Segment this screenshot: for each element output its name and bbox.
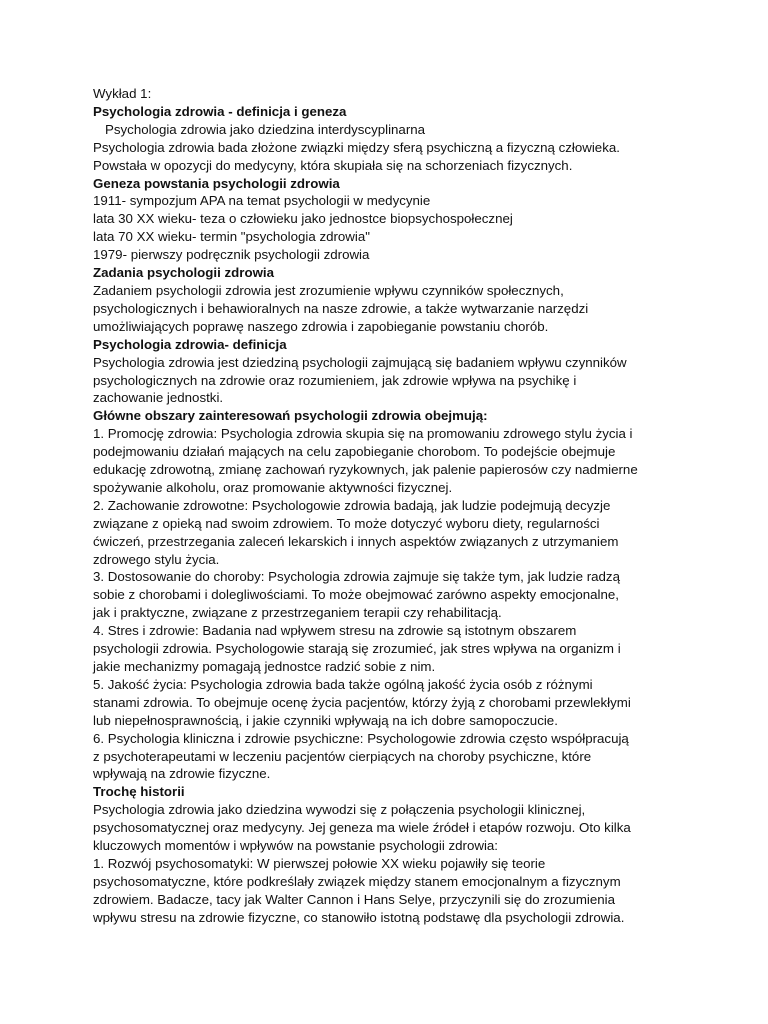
text-line: 5. Jakość życia: Psychologia zdrowia bada także ogólną jakość życia osób z różnymi	[93, 676, 593, 692]
text-line: Psychologia zdrowia jest dziedziną psychologii zajmującą się badaniem wpływu czynników	[93, 354, 627, 370]
section-heading: Trochę historii	[93, 784, 185, 800]
text-line: z psychoterapeutami w leczeniu pacjentów cierpiących na choroby psychiczne, które	[93, 748, 592, 764]
text-line: związane z opieką nad swoim zdrowiem. To może dotyczyć wyboru diety, regularności	[93, 515, 600, 531]
text-line: psychosomatyczne, które podkreślały związek między stanem emocjonalnym a fizycznym	[93, 873, 621, 889]
text-line: stanami zdrowia. To obejmuje ocenę życia pacjentów, którzy żyją z chorobami przewlekłymi	[93, 694, 631, 710]
section-heading: Geneza powstania psychologii zdrowia	[93, 175, 340, 191]
text-line: Psychologia zdrowia jako dziedzina wywodzi się z połączenia psychologii klinicznej,	[93, 802, 586, 818]
text-line: 2. Zachowanie zdrowotne: Psychologowie zdrowia badają, jak ludzie podejmują decyzje	[93, 497, 611, 513]
text-line: wpływu stresu na zdrowie fizyczne, co stanowiło istotną podstawę dla psychologii zdrowia.	[93, 909, 625, 925]
text-line: zachowanie jednostki.	[93, 390, 224, 406]
section-heading: Zadania psychologii zdrowia	[93, 265, 275, 281]
text-line: Psychologia zdrowia bada złożone związki między sferą psychiczną a fizyczną człowieka.	[93, 139, 620, 155]
text-line: umożliwiających poprawę naszego zdrowia i zapobieganie powstaniu chorób.	[93, 318, 549, 334]
section-heading: Główne obszary zainteresowań psychologii zdrowia obejmują:	[93, 408, 488, 424]
text-line: 1. Promocję zdrowia: Psychologia zdrowia skupia się na promowaniu zdrowego stylu życia i	[93, 426, 633, 442]
text-line: jakie mechanizmy pomagają jednostce radzić sobie z nim.	[93, 659, 436, 674]
text-line: psychosomatycznej oraz medycyny. Jej geneza ma wiele źródeł i etapów rozwoju. Oto kilka	[93, 820, 631, 836]
text-line: 1. Rozwój psychosomatyki: W pierwszej połowie XX wieku pojawiły się teorie	[93, 855, 546, 871]
text-line: psychologii zdrowia. Psychologowie starają się zrozumieć, jak stres wpływa na organizm i	[93, 641, 621, 657]
text-line: edukację zdrowotną, zmianę zachowań ryzykownych, jak palenie papierosów czy nadmierne	[93, 462, 638, 478]
text-line: kluczowych momentów i wpływów na powstanie psychologii zdrowia:	[93, 838, 498, 854]
text-line: 3. Dostosowanie do choroby: Psychologia zdrowia zajmuje się także tym, jak ludzie radzą	[93, 569, 620, 585]
lecture-title: Wykład 1:	[93, 86, 152, 101]
text-line: 1911- sympozjum APA na temat psychologii w medycynie	[93, 193, 431, 209]
text-line: ćwiczeń, przestrzegania zaleceń lekarskich i innych aspektów związanych z utrzymaniem	[93, 533, 619, 549]
text-line: Psychologia zdrowia jako dziedzina interdyscyplinarna	[105, 121, 426, 137]
text-line: 1979- pierwszy podręcznik psychologii zdrowia	[93, 247, 370, 263]
text-line: lata 30 XX wieku- teza o człowieku jako jednostce biopsychospołecznej	[93, 211, 513, 227]
text-line: Zadaniem psychologii zdrowia jest zrozumienie wpływu czynników społecznych,	[93, 282, 564, 298]
text-line: spożywanie alkoholu, oraz promowanie aktywności fizycznej.	[93, 479, 453, 495]
section-heading: Psychologia zdrowia- definicja	[93, 336, 287, 352]
text-line: 4. Stres i zdrowie: Badania nad wpływem stresu na zdrowie są istotnym obszarem	[93, 623, 577, 639]
section-heading: Psychologia zdrowia - definicja i geneza	[93, 103, 347, 119]
text-line: jak i praktyczne, związane z przestrzeganiem terapii czy rehabilitacją.	[93, 605, 502, 621]
document-body	[93, 103, 688, 927]
text-line: lata 70 XX wieku- termin "psychologia zdrowia"	[93, 229, 370, 245]
text-line: psychologicznych i behawioralnych na nasze zdrowie, a także wytwarzanie narzędzi	[93, 300, 589, 316]
text-line: psychologicznych na zdrowie oraz rozumieniem, jak zdrowie wpływa na psychikę i	[93, 372, 577, 388]
text-line: zdrowiem. Badacze, tacy jak Walter Cannon i Hans Selye, przyczynili się do zrozumienia	[93, 891, 615, 907]
text-line: Powstała w opozycji do medycyny, która skupiała się na schorzeniach fizycznych.	[93, 157, 573, 173]
text-line: podejmowaniu działań mających na celu zapobieganie chorobom. To podejście obejmuje	[93, 444, 616, 460]
text-line: wpływają na zdrowie fizyczne.	[93, 766, 271, 782]
text-line: lub niepełnosprawnością, i jakie czynniki wpływają na ich dobre samopoczucie.	[93, 712, 558, 728]
text-line: 6. Psychologia kliniczna i zdrowie psychiczne: Psychologowie zdrowia często współpracują	[93, 730, 629, 746]
text-line: zdrowego stylu życia.	[93, 551, 220, 567]
text-line: sobie z chorobami i dolegliwościami. To może obejmować zarówno aspekty emocjonalne,	[93, 587, 619, 603]
